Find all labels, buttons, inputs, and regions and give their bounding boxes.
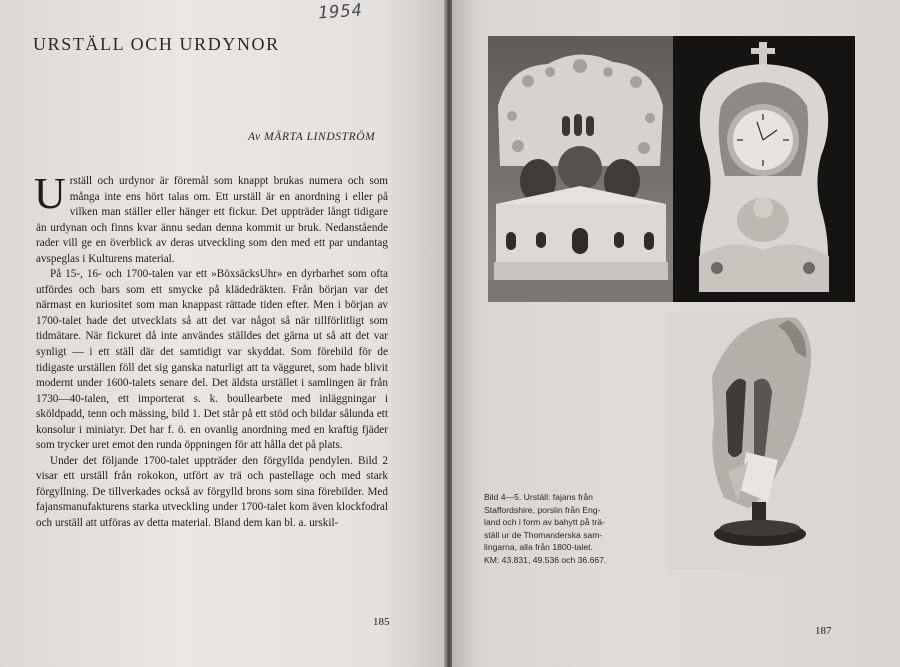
article-body (34, 169, 388, 532)
handwritten-year-note: 1954 (317, 0, 364, 24)
article-byline: Av MÄRTA LINDSTRÖM (248, 131, 376, 143)
caption-line-1: Bild 4—5. Urställ: fajans från (484, 492, 593, 502)
caption-line-4: ställ ur de Thomanderska sam- (484, 529, 603, 540)
photo-porcelain-clock-stand (673, 36, 855, 302)
photo-staffordshire-watch-stand (488, 36, 673, 302)
left-page (0, 0, 447, 667)
page-number-right: 187 (815, 625, 832, 637)
photo-bonnet-watch-stand (668, 312, 850, 570)
caption-line-2: Staffordshire, porslin från Eng- (484, 504, 601, 515)
right-page (452, 0, 900, 667)
paragraph-1 (34, 169, 388, 267)
caption-line-3: land och i form av bahytt på trä- (484, 517, 605, 528)
drop-cap: U (34, 169, 66, 218)
paragraph-3: Under det följande 1700-talet uppträder den förgyllda pendylen. Bild 2 visar ett urställ från rokokon, utfört av trä och pastellage och med stark förgyllning. De tillverkades också av förgylld brons som sina förebilder. Med fajansmanufakturens starka utveckling under 1700-talet kom även klockfodral och urställ att utföras av detta material. Bland dem kan bl. a. urskil- (36, 454, 388, 530)
caption-line-5: lingarna, alla från 1800-talet. (484, 542, 593, 553)
paragraph-2: På 15-, 16- och 1700-talen var ett »BöxsäcksUhr» en dyrbarhet som ofta utfördes och bars som ett smycke på klädedräkten. Från början var det närmast en kuriositet som man knappast rättade tiden efter. Men i början av 1700-talet hade det utvecklats så att det var något så när tillförlitligt som tidmätare. När fickuret då inte användes ställdes det gärna ut så att det var synligt — i ett ställ där det samtidigt var skyddat. Som förebild för de tidigaste urställen föll det sig ganska naturligt att ta vägguret, som hade blivit modernt under 1600-talets senare del. Det äldsta urstället i samlingen är från 1730—40-talen, ett importerat s. k. boullearbete med inläggningar i sköldpadd, tenn och mässing, bild 1. Det står på ett stöd och bildar sålunda ett konsolur i miniatyr. Det har f. ö. en ovanlig anordning med en kraftig fjäder som trycker uret emot den runda öppningen för att hålla det på plats. (36, 268, 388, 452)
page-number-left: 185 (373, 616, 390, 628)
article-title: URSTÄLL OCH URDYNOR (33, 34, 280, 54)
caption-line-6: KM: 43.831, 49.536 och 36.667. (484, 554, 607, 565)
figure-caption (484, 491, 660, 567)
paragraph-1-text: rställ och urdynor är föremål som knappt brukas numera och som många inte ens hört talas om. Ett urställ är en anordning i eller på vilken man ställer eller hänger ett fickur. Det uppträder långt tidigare än urdynan och finns kvar ännu sedan denna kommit ur bruk. Nedanstående rader vill ge en överblick av deras utveckling som den med ett par undantag avspeglas i Kulturens material. (36, 175, 388, 265)
